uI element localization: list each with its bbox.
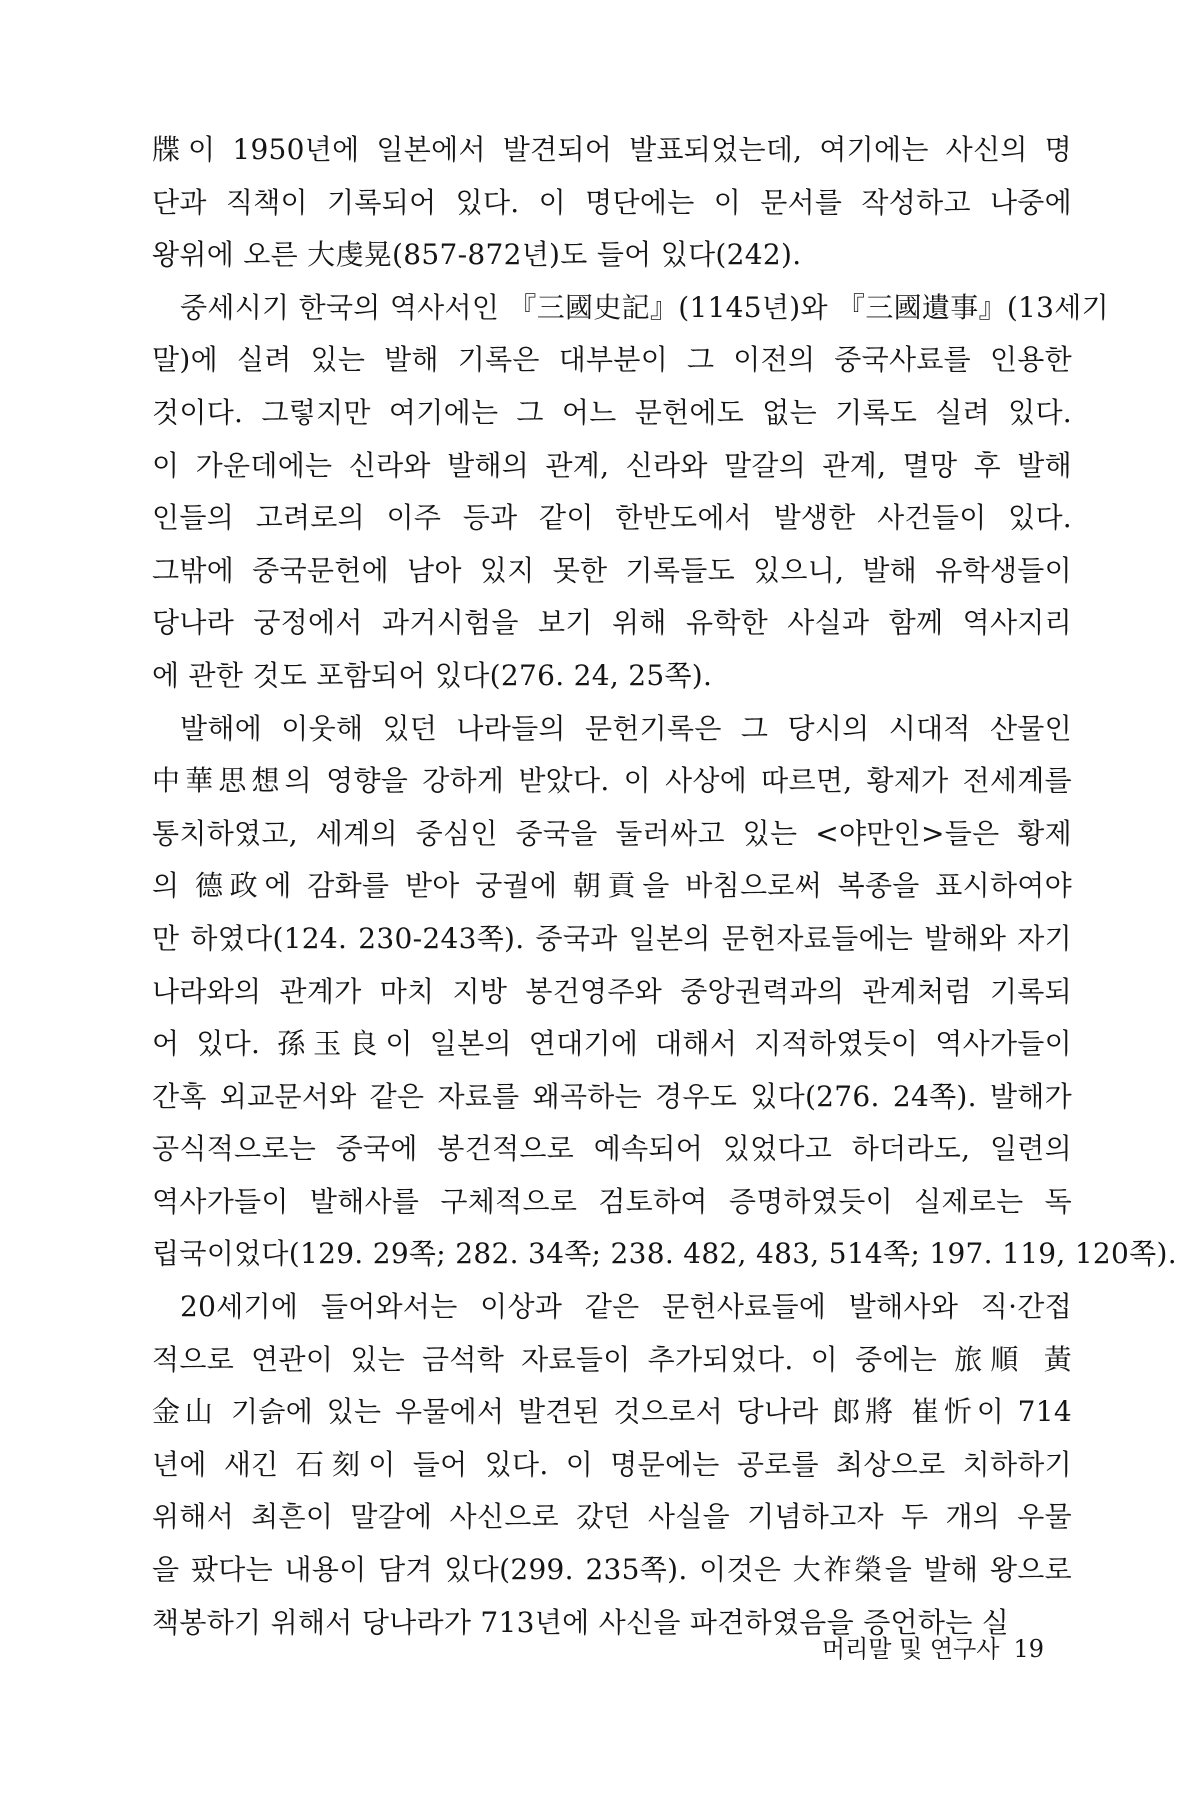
text-line: 그밖에 중국문헌에 남아 있지 못한 기록들도 있으니, 발해 유학생들이 [152, 553, 1072, 587]
body-text [152, 124, 1177, 1649]
text-line: 단과 직책이 기록되어 있다. 이 명단에는 이 문서를 작성하고 나중에 [152, 185, 1072, 219]
text-line: 공식적으로는 중국에 봉건적으로 예속되어 있었다고 하더라도, 일련의 [152, 1132, 1072, 1166]
text-line: 간혹 외교문서와 같은 자료를 왜곡하는 경우도 있다(276. 24쪽). 발해가 [152, 1079, 1072, 1113]
text-line: 발해에 이웃해 있던 나라들의 문헌기록은 그 당시의 시대적 산물인 [180, 711, 1072, 745]
text-line: 년에 새긴 石刻이 들어 있다. 이 명문에는 공로를 최상으로 치하하기 [152, 1447, 1072, 1481]
page-footer [822, 1634, 1044, 1664]
text-line: 적으로 연관이 있는 금석학 자료들이 추가되었다. 이 중에는 旅順 黃 [152, 1342, 1072, 1376]
paragraph [152, 282, 1109, 703]
text-line: 나라와의 관계가 마치 지방 봉건영주와 중앙권력과의 관계처럼 기록되 [152, 974, 1072, 1008]
text-line: 20세기에 들어와서는 이상과 같은 문헌사료들에 발해사와 직·간접 [180, 1290, 1072, 1324]
text-line: 통치하였고, 세계의 중심인 중국을 둘러싸고 있는 <야만인>들은 황제 [152, 816, 1072, 850]
running-title: 머리말 및 연구사 [821, 1635, 1000, 1663]
text-line: 의 德政에 감화를 받아 궁궐에 朝貢을 바침으로써 복종을 표시하여야 [152, 869, 1072, 903]
text-line: 역사가들이 발해사를 구체적으로 검토하여 증명하였듯이 실제로는 독 [152, 1184, 1072, 1218]
paragraph [152, 703, 1177, 1282]
text-line: 왕위에 오른 大虔晃(857-872년)도 들어 있다(242). [152, 238, 802, 272]
text-line: 이 가운데에는 신라와 발해의 관계, 신라와 말갈의 관계, 멸망 후 발해 [152, 448, 1072, 482]
page-number: 19 [1013, 1635, 1044, 1663]
paragraph [152, 124, 1072, 282]
text-line: 것이다. 그렇지만 여기에는 그 어느 문헌에도 없는 기록도 실려 있다. [152, 395, 1072, 429]
text-line: 만 하였다(124. 230-243쪽). 중국과 일본의 문헌자료들에는 발해와 자기 [152, 921, 1072, 955]
text-line: 을 팠다는 내용이 담겨 있다(299. 235쪽). 이것은 大祚榮을 발해 왕으로 [152, 1553, 1072, 1587]
text-line: 립국이었다(129. 29쪽; 282. 34쪽; 238. 482, 483, 514쪽; 197. 119, 120쪽). [152, 1237, 1177, 1271]
text-line: 中華思想의 영향을 강하게 받았다. 이 사상에 따르면, 황제가 전세계를 [152, 764, 1072, 798]
text-line: 어 있다. 孫玉良이 일본의 연대기에 대해서 지적하였듯이 역사가들이 [152, 1027, 1072, 1061]
text-line: 인들의 고려로의 이주 등과 같이 한반도에서 발생한 사건들이 있다. [152, 501, 1072, 535]
text-line: 당나라 궁정에서 과거시험을 보기 위해 유학한 사실과 함께 역사지리 [152, 606, 1072, 640]
paragraph [152, 1281, 1072, 1649]
text-line: 牒이 1950년에 일본에서 발견되어 발표되었는데, 여기에는 사신의 명 [152, 133, 1072, 166]
text-line: 金山 기슭에 있는 우물에서 발견된 것으로서 당나라 郎將 崔忻이 714 [152, 1395, 1072, 1429]
text-line: 책봉하기 위해서 당나라가 713년에 사신을 파견하였음을 증언하는 실 [152, 1605, 1010, 1639]
text-line: 중세시기 한국의 역사서인 『三國史記』(1145년)와 『三國遺事』(13세기 [180, 290, 1109, 324]
text-line: 위해서 최흔이 말갈에 사신으로 갔던 사실을 기념하고자 두 개의 우물 [152, 1500, 1072, 1534]
text-line: 말)에 실려 있는 발해 기록은 대부분이 그 이전의 중국사료를 인용한 [152, 343, 1072, 377]
text-line: 에 관한 것도 포함되어 있다(276. 24, 25쪽). [152, 658, 713, 692]
